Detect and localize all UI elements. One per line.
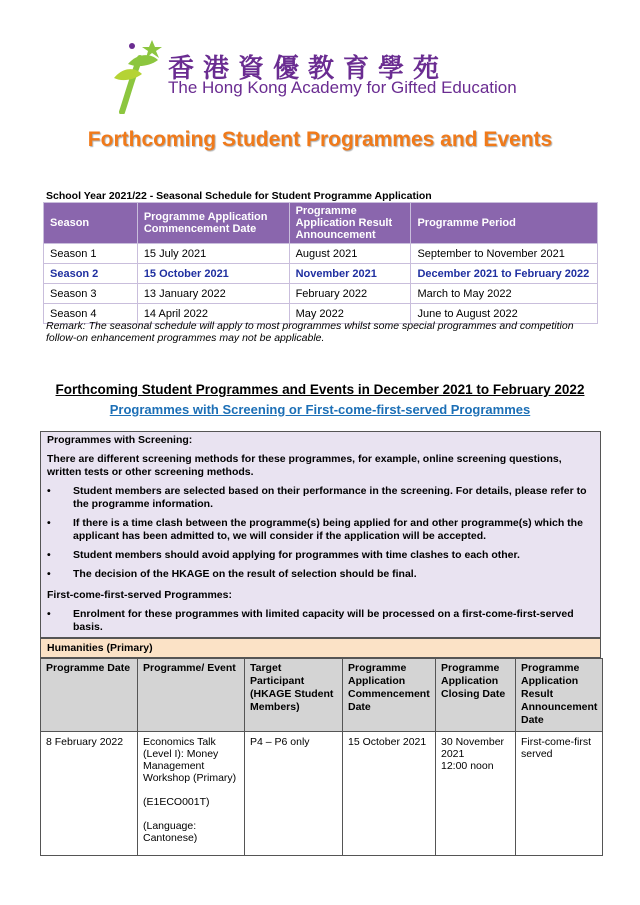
- table-cell: Season 1: [44, 244, 138, 264]
- table-cell: September to November 2021: [411, 244, 598, 264]
- category-heading: Humanities (Primary): [40, 638, 601, 658]
- logo-english-name: The Hong Kong Academy for Gifted Education: [168, 78, 517, 97]
- column-header: Target Participant (HKAGE Student Members): [245, 659, 343, 732]
- closing-date: 30 November 2021: [441, 736, 505, 760]
- table-cell: November 2021: [289, 264, 411, 284]
- column-header: Programme Application Result Announcement Date: [516, 659, 603, 732]
- list-item: • Student members should avoid applying for programmes with time clashes to each other.: [47, 549, 520, 561]
- screening-intro: There are different screening methods for these programmes, for example, online screening questions, written tests or other screening methods.: [47, 453, 562, 478]
- screening-heading: Programmes with Screening:: [47, 434, 193, 446]
- closing-date-cell: [436, 732, 516, 856]
- column-header: Programme Application Commencement Date: [343, 659, 436, 732]
- schedule-caption: School Year 2021/22 - Seasonal Schedule for Student Programme Application: [46, 190, 432, 202]
- bullet-icon: •: [47, 568, 51, 580]
- programme-date-cell: 8 February 2022: [41, 732, 138, 856]
- hkage-logo-icon: [108, 34, 166, 114]
- closing-time: 12:00 noon: [441, 760, 494, 772]
- table-cell: Season 2: [44, 264, 138, 284]
- table-cell: December 2021 to February 2022: [411, 264, 598, 284]
- programme-event-cell: [138, 732, 245, 856]
- bullet-icon: •: [47, 549, 51, 561]
- table-cell: Season 4: [44, 304, 138, 324]
- table-row: [44, 244, 598, 264]
- screening-info-box: [40, 431, 601, 638]
- column-header: Programme Application Commencement Date: [137, 203, 289, 244]
- screening-bullet-list: [47, 485, 594, 581]
- page-header: [108, 34, 548, 114]
- column-header: Programme Application Closing Date: [436, 659, 516, 732]
- commencement-date-cell: 15 October 2021: [343, 732, 436, 856]
- table-row: [44, 264, 598, 284]
- programme-table: [40, 658, 603, 856]
- bullet-icon: •: [47, 517, 51, 529]
- column-header: Programme Date: [41, 659, 138, 732]
- column-header: Season: [44, 203, 138, 244]
- list-item: • The decision of the HKAGE on the result of selection should be final.: [47, 568, 417, 580]
- table-cell: 15 July 2021: [137, 244, 289, 264]
- table-cell: Season 3: [44, 284, 138, 304]
- column-header: Programme Period: [411, 203, 598, 244]
- target-participant-cell: P4 – P6 only: [245, 732, 343, 856]
- fcfs-bullet-list: [47, 608, 594, 634]
- event-name: Economics Talk (Level I): Money Management Workshop (Primary): [143, 736, 237, 784]
- list-item: • Student members are selected based on their performance in the screening. For details, please refer to the programme information.: [47, 485, 587, 510]
- section-subtitle-link[interactable]: Programmes with Screening or First-come-first-served Programmes: [109, 402, 531, 417]
- table-cell: August 2021: [289, 244, 411, 264]
- list-item: • Enrolment for these programmes with limited capacity will be processed on a first-come-first-served basis.: [47, 608, 574, 633]
- event-code: (E1ECO001T): [143, 796, 210, 808]
- table-cell: 13 January 2022: [137, 284, 289, 304]
- table-cell: 14 April 2022: [137, 304, 289, 324]
- table-cell: February 2022: [289, 284, 411, 304]
- table-cell: March to May 2022: [411, 284, 598, 304]
- fcfs-heading: First-come-first-served Programmes:: [47, 589, 232, 601]
- section-title: Forthcoming Student Programmes and Events in December 2021 to February 2022: [55, 382, 585, 397]
- table-row: [44, 284, 598, 304]
- column-header: Programme Application Result Announcement: [289, 203, 411, 244]
- bullet-icon: •: [47, 608, 51, 620]
- event-language: (Language: Cantonese): [143, 820, 198, 844]
- table-cell: May 2022: [289, 304, 411, 324]
- schedule-table: [43, 202, 598, 324]
- schedule-remark: Remark: The seasonal schedule will apply to most programmes whilst some special programmes and competition follow-on enhancement programmes may not be applicable.: [46, 320, 574, 344]
- table-row: [41, 732, 603, 856]
- result-announcement-cell: First-come-first served: [516, 732, 603, 856]
- logo-chinese-name: 香港資優教育學苑: [168, 54, 449, 84]
- column-header: Programme/ Event: [138, 659, 245, 732]
- table-cell: 15 October 2021: [137, 264, 289, 284]
- page-title: Forthcoming Student Programmes and Events: [87, 128, 553, 151]
- bullet-icon: •: [47, 485, 51, 497]
- table-cell: June to August 2022: [411, 304, 598, 324]
- list-item: • If there is a time clash between the programme(s) being applied for and other programme(s) which the applicant has been admitted to, we will consider if the application will be accepted.: [47, 517, 583, 542]
